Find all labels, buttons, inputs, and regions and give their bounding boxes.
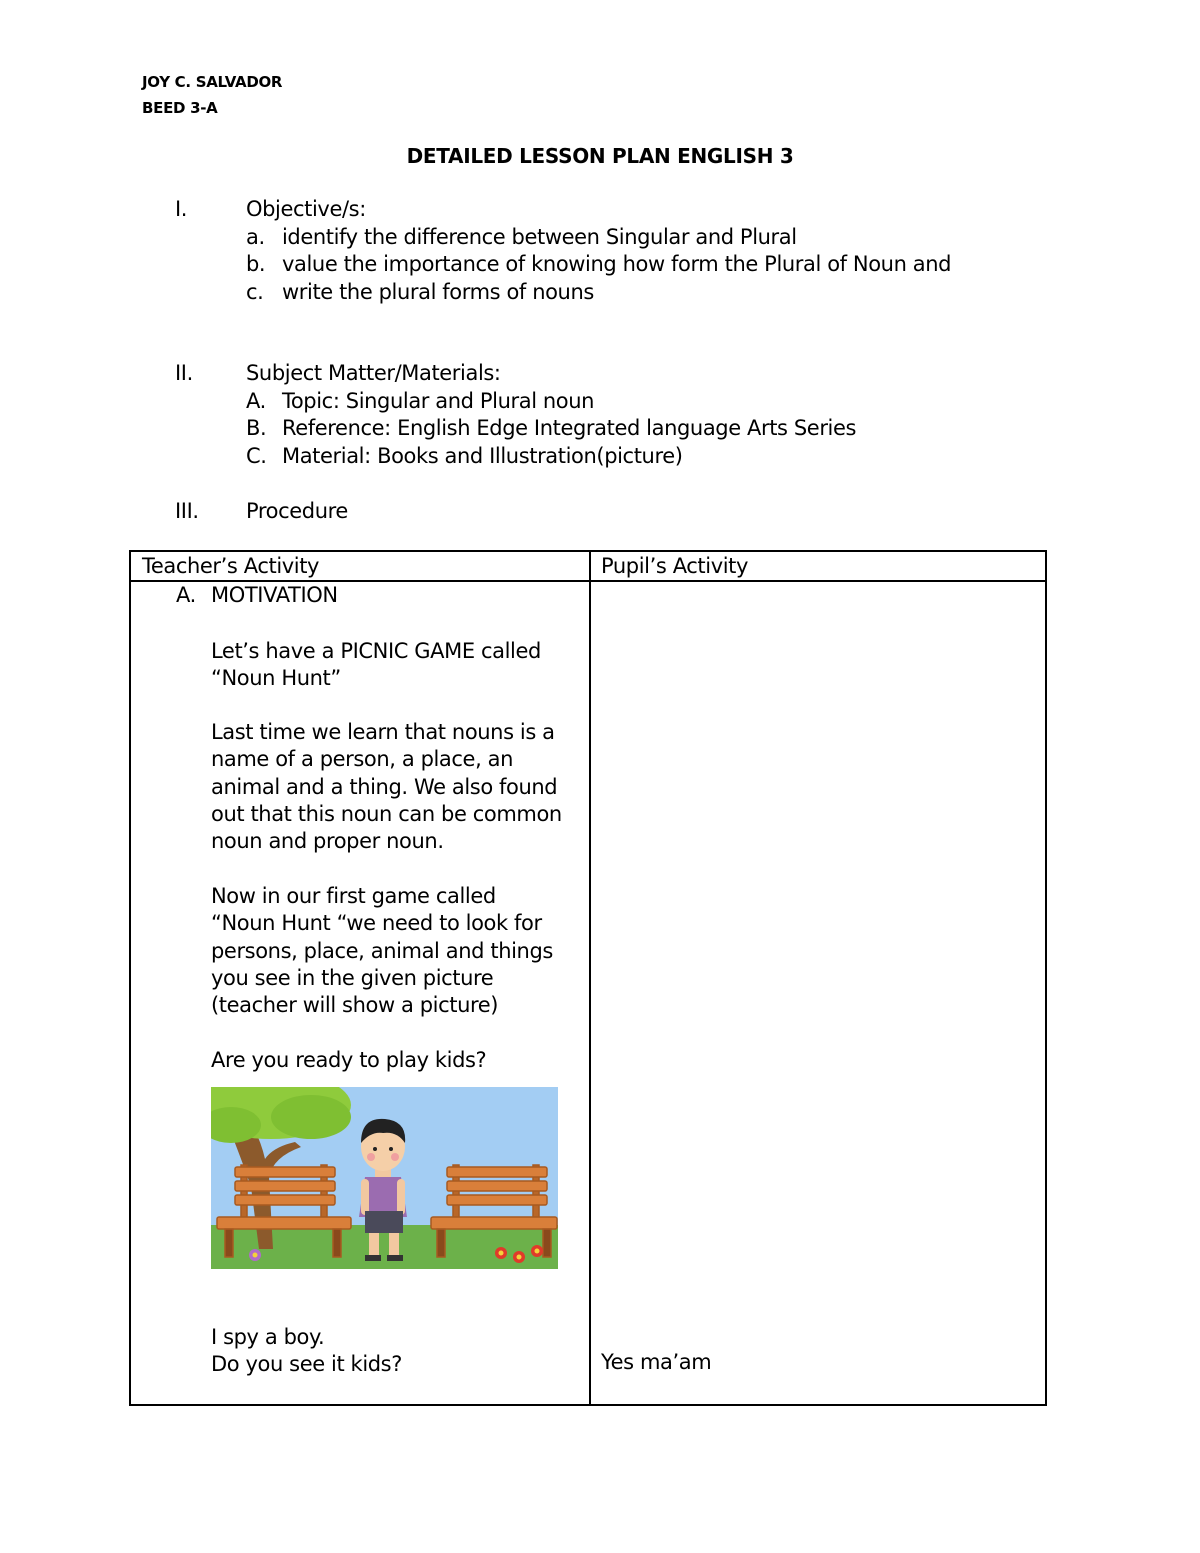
- procedure-numeral: III.: [175, 499, 199, 523]
- objective-letter: c.: [246, 280, 264, 304]
- procedure-label: Procedure: [246, 499, 348, 523]
- subject-matter-numeral: II.: [175, 361, 193, 385]
- ready-question: Are you ready to play kids?: [211, 1048, 487, 1072]
- subject-letter: A.: [246, 389, 266, 413]
- subject-matter-label: Subject Matter/Materials:: [246, 361, 501, 385]
- text-line: (teacher will show a picture): [211, 993, 499, 1018]
- pupil-column-header: Pupil’s Activity: [601, 554, 749, 578]
- text-line: noun and proper noun.: [211, 829, 444, 854]
- page-title: DETAILED LESSON PLAN ENGLISH 3: [406, 144, 794, 168]
- text-line: you see in the given picture: [211, 965, 494, 990]
- author-name: JOY C. SALVADOR: [142, 73, 283, 91]
- subject-text: Material: Books and Illustration(picture): [282, 444, 683, 468]
- text-line: name of a person, a place, an: [211, 747, 513, 772]
- motivation-heading: MOTIVATION: [211, 583, 338, 607]
- teacher-closing: [211, 1324, 402, 1379]
- text-line: persons, place, animal and things: [211, 938, 553, 963]
- subject-text: Topic: Singular and Plural noun: [282, 389, 595, 413]
- author-section: BEED 3-A: [142, 99, 218, 117]
- pupil-answer: Yes ma’am: [601, 1350, 712, 1374]
- text-line: “Noun Hunt”: [211, 666, 341, 691]
- objective-letter: b.: [246, 252, 266, 276]
- text-line: I spy a boy.: [211, 1325, 325, 1349]
- motivation-letter: A.: [176, 583, 196, 607]
- text-line: Last time we learn that nouns is a: [211, 720, 555, 744]
- subject-letter: B.: [246, 416, 267, 440]
- objectives-numeral: I.: [175, 197, 188, 221]
- text-line: Let’s have a PICNIC GAME called: [211, 639, 541, 663]
- objective-text: write the plural forms of nouns: [282, 280, 594, 304]
- subject-letter: C.: [246, 444, 267, 468]
- teacher-paragraph-3: [211, 883, 553, 1019]
- objective-text: identify the difference between Singular and Plural: [282, 225, 797, 249]
- text-line: animal and a thing. We also found: [211, 774, 558, 799]
- teacher-paragraph-2: [211, 719, 562, 855]
- teacher-column-header: Teacher’s Activity: [142, 554, 320, 578]
- objectives-label: Objective/s:: [246, 197, 366, 221]
- objective-text: value the importance of knowing how form the Plural of Noun and: [282, 252, 952, 276]
- objective-letter: a.: [246, 225, 265, 249]
- picnic-illustration: [211, 1087, 558, 1269]
- teacher-paragraph-1: [211, 638, 541, 693]
- text-line: out that this noun can be common: [211, 801, 562, 826]
- text-line: Do you see it kids?: [211, 1352, 402, 1377]
- subject-text: Reference: English Edge Integrated language Arts Series: [282, 416, 857, 440]
- text-line: “Noun Hunt “we need to look for: [211, 911, 542, 936]
- table-divider: [589, 552, 591, 1404]
- lesson-table: [129, 550, 1047, 1406]
- text-line: Now in our first game called: [211, 884, 496, 908]
